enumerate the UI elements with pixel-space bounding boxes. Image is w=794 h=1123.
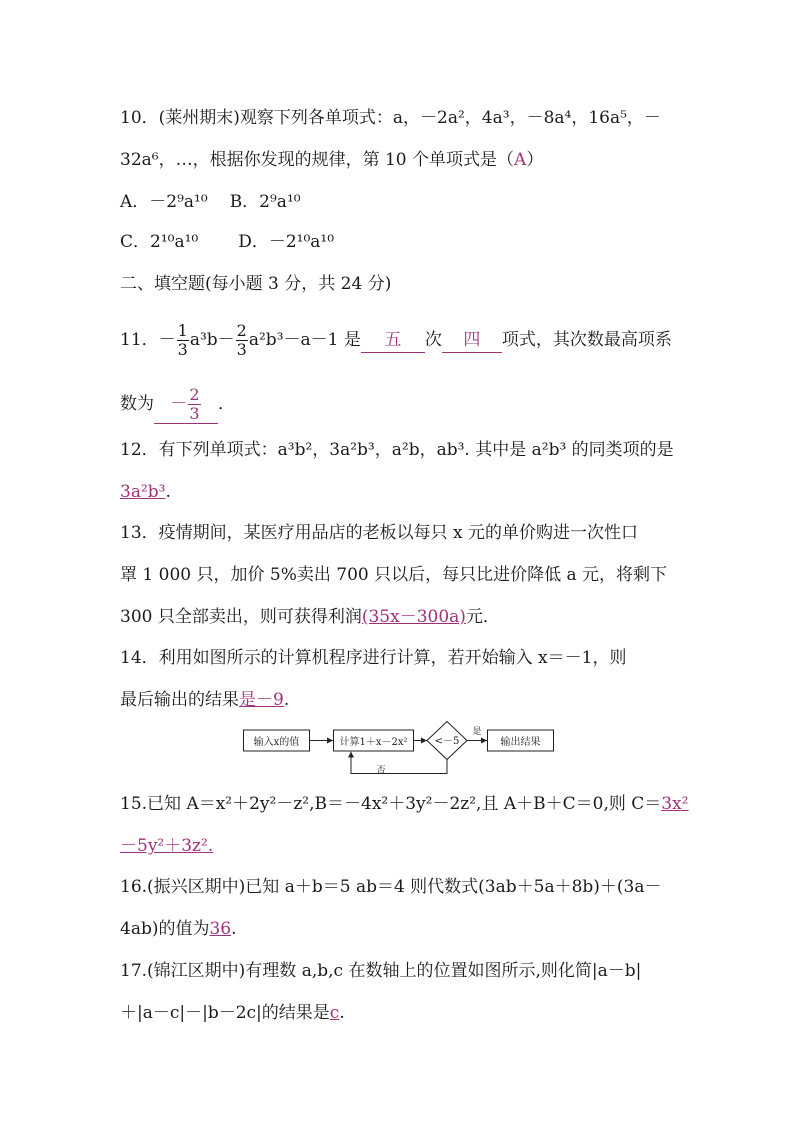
q11-blank-2: 四 <box>442 328 502 353</box>
q11-answer-fraction <box>188 386 200 423</box>
q11-blank-1: 五 <box>361 328 425 353</box>
compute-box-label: 计算1＋x－2x² <box>339 737 408 748</box>
program-flowchart <box>243 721 555 781</box>
q16-line2 <box>120 917 237 941</box>
q11-answer-blank <box>154 386 218 424</box>
q10-option-d: D．－2¹⁰a¹⁰ <box>238 232 335 252</box>
q11-mid2: a²b³－a－1 是 <box>248 330 361 350</box>
q17-line2-post: . <box>339 1003 345 1023</box>
no-label: 否 <box>376 766 386 776</box>
q11-fraction-2 <box>236 322 248 359</box>
q11-f1-den: 3 <box>177 340 188 359</box>
q11-tail: 项式，其次数最高项系 <box>501 330 672 350</box>
arrow-2-head <box>421 738 427 744</box>
q10-line1: 10．(莱州期末)观察下列各单项式：a，－2a²，4a³，－8a⁴，16a⁵，－ <box>120 108 661 128</box>
q15-answer-part1: 3x² <box>661 794 689 814</box>
q12-answer: 3a²b³ <box>120 482 166 502</box>
q11-line2-pre: 数为 <box>120 394 154 414</box>
q17-line2 <box>120 1001 345 1025</box>
q11-fraction-1 <box>177 322 189 359</box>
q16-line2-post: . <box>231 919 237 939</box>
q14-line2 <box>120 688 289 712</box>
q11-f1-num: 1 <box>177 321 188 340</box>
arrow-1-head <box>327 738 333 744</box>
q11-ans-den: 3 <box>189 404 200 423</box>
q14-line2-post: . <box>283 690 290 710</box>
q12-line1: 12．有下列单项式：a³b²，3a²b³，a²b，ab³. 其中是 a²b³ 的同类项的是 <box>120 440 674 460</box>
q11-line1 <box>120 322 672 359</box>
loop-back-arrow-head <box>348 752 354 758</box>
q14-line1: 14．利用如图所示的计算机程序进行计算，若开始输入 x＝－1，则 <box>120 648 627 668</box>
q15-line1-text: 15.已知 A＝x²＋2y²－z²,B＝－4x²＋3y²－2z²,且 A＋B＋C＝0,则 C＝ <box>120 794 662 814</box>
q15-line1 <box>120 792 689 816</box>
q10-option-b: B．2⁹a¹⁰ <box>229 192 301 212</box>
yes-label: 是 <box>472 727 482 737</box>
q13-line2: 罩 1 000 只，加价 5%卖出 700 只以后，每只比进价降低 a 元，将剩下 <box>120 565 668 585</box>
q11-answer-sign: － <box>170 394 188 414</box>
q16-line2-pre: 4ab)的值为 <box>120 919 210 939</box>
q11-f2-den: 3 <box>236 340 247 359</box>
q13-line1: 13．疫情期间，某医疗用品店的老板以每只 x 元的单价购进一次性口 <box>120 523 639 543</box>
q11-mid3: 次 <box>424 330 442 350</box>
q15-answer-part2: －5y²＋3z². <box>120 836 214 856</box>
q11-f2-num: 2 <box>236 321 247 340</box>
q17-answer: c <box>329 1003 340 1023</box>
loop-back-line <box>351 752 447 774</box>
q11-prefix: 11．－ <box>120 330 176 350</box>
q10-options-cd <box>120 230 334 254</box>
q17-line2-pre: ＋|a－c|－|b－2c|的结果是 <box>120 1003 330 1023</box>
q10-answer: A <box>514 150 527 170</box>
q12-end: . <box>165 482 171 502</box>
q11-line2 <box>120 386 235 424</box>
decision-label: <－5 <box>434 736 460 747</box>
output-box-label: 输出结果 <box>500 737 541 748</box>
q11-line2-post: ． <box>218 394 235 414</box>
q10-option-c: C．2¹⁰a¹⁰ <box>120 232 199 252</box>
q10-line2-close: ） <box>526 150 544 170</box>
q10-line2-text: 32a⁶，…，根据你发现的规律，第 10 个单项式是（ <box>120 150 515 170</box>
q17-line1: 17.(锦江区期中)有理数 a,b,c 在数轴上的位置如图所示,则化简|a－b| <box>120 961 642 981</box>
q14-answer: 是－9 <box>239 690 284 710</box>
q11-mid1: a³b－ <box>189 330 235 350</box>
q12-line2 <box>120 480 171 504</box>
q10-line2 <box>120 148 543 172</box>
q16-answer: 36 <box>209 919 232 939</box>
q10-options-ab <box>120 190 301 214</box>
q15-line2 <box>120 834 213 858</box>
q16-line1: 16.(振兴区期中)已知 a＋b＝5 ab＝4 则代数式(3ab＋5a＋8b)＋(3a－ <box>120 877 662 897</box>
q14-line2-pre: 最后输出的结果 <box>120 690 239 710</box>
arrow-yes-head <box>481 738 487 744</box>
q11-ans-num: 2 <box>189 385 200 404</box>
q13-line3 <box>120 605 500 629</box>
q13-line3-post: 元． <box>465 607 500 627</box>
section-heading: 二、填空题(每小题 3 分，共 24 分) <box>120 274 392 294</box>
q13-answer: (35x－300a) <box>361 607 466 627</box>
input-box-label: 输入x的值 <box>253 737 300 748</box>
q13-line3-pre: 300 只全部卖出，则可获得利润 <box>120 607 362 627</box>
q10-option-a: A．－2⁹a¹⁰ <box>120 192 208 212</box>
